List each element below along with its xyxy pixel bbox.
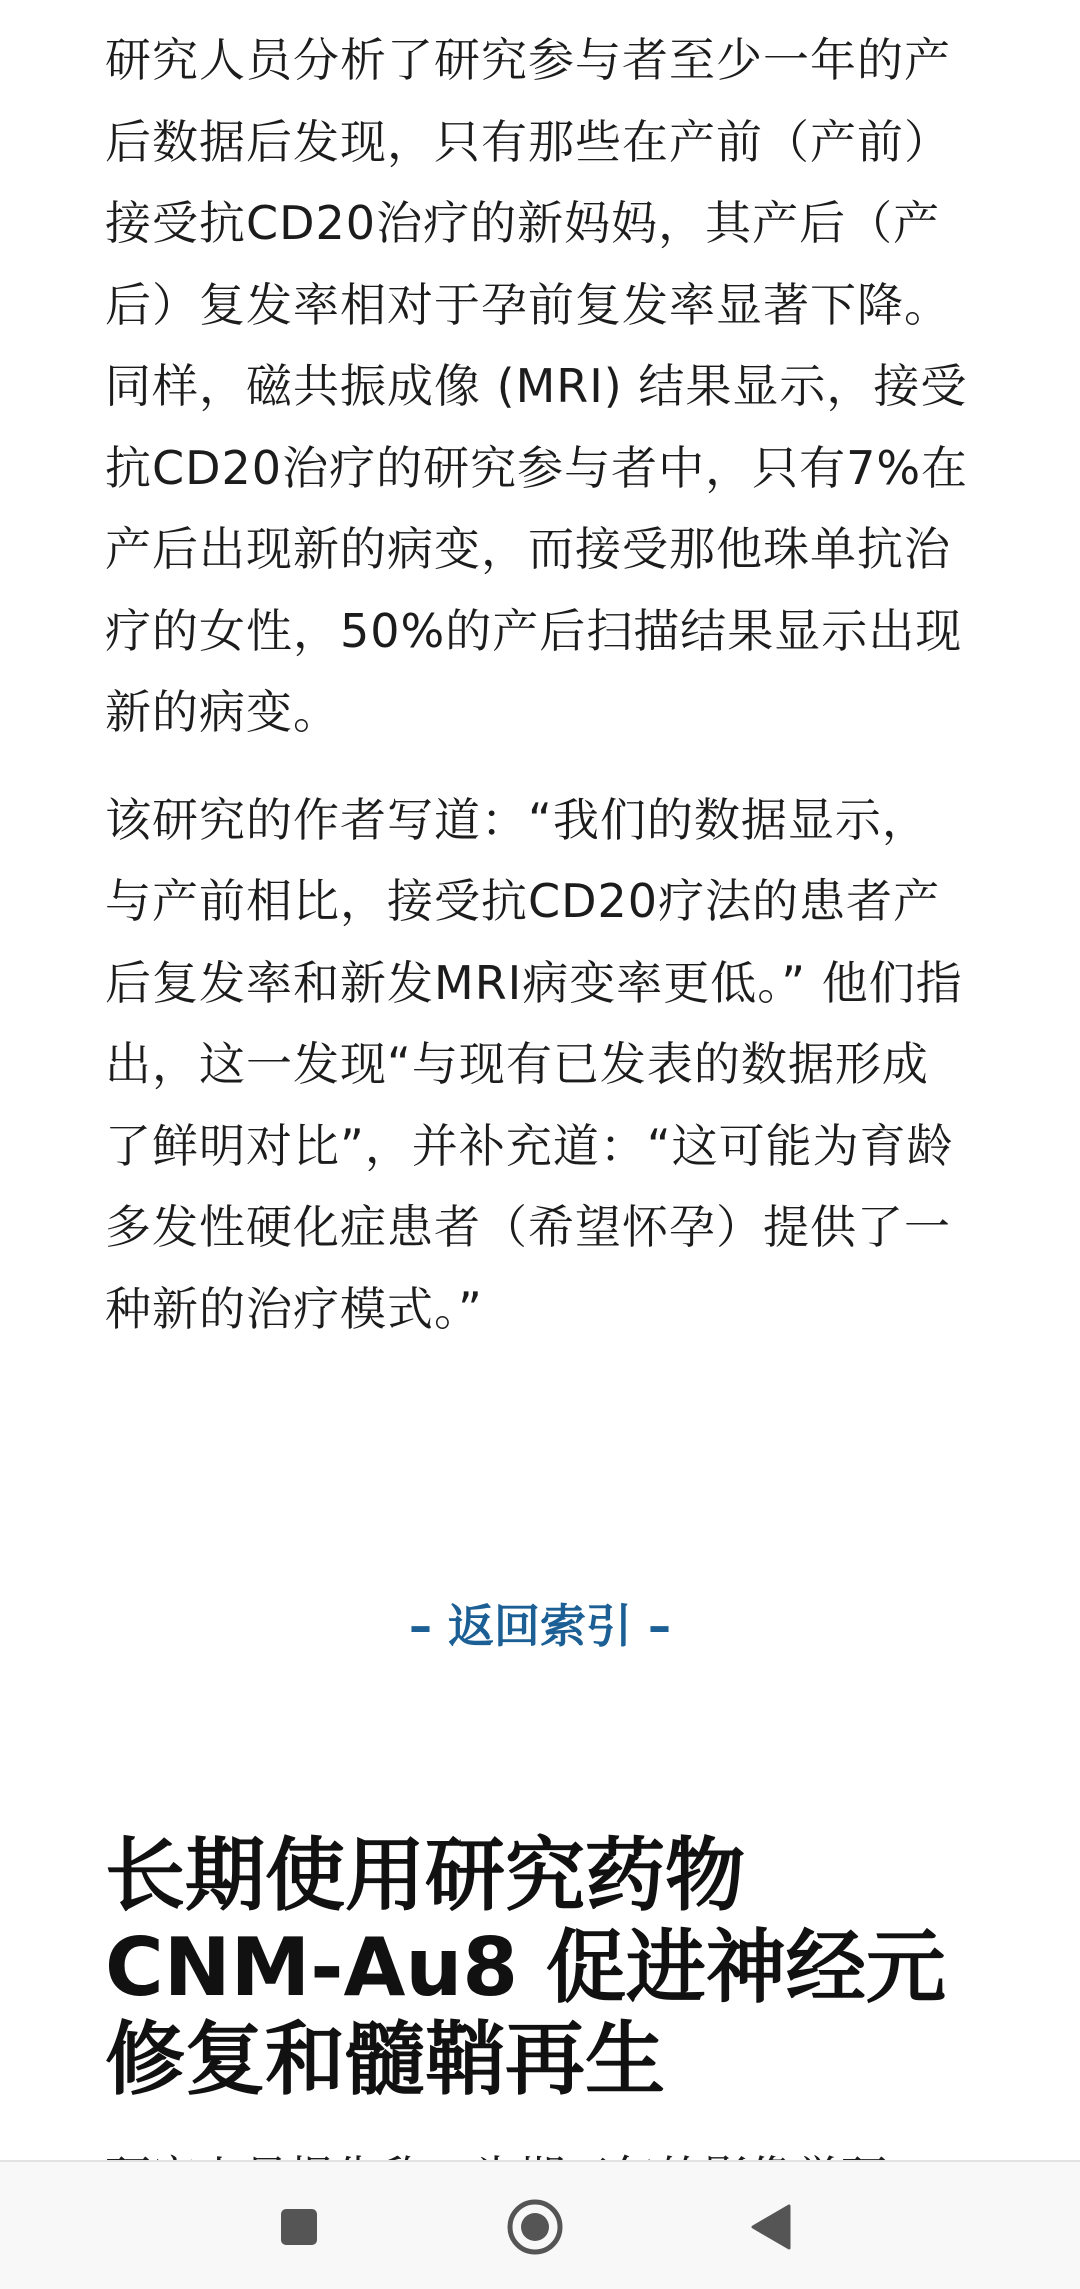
system-navigation-bar xyxy=(0,2160,1080,2289)
home-button[interactable] xyxy=(490,2182,580,2272)
recents-button[interactable] xyxy=(254,2182,344,2272)
section-heading: 长期使用研究药物 CNM-Au8 促进神经元修复和髓鞘再生 xyxy=(105,1829,946,2106)
circle-icon xyxy=(505,2197,565,2257)
article-body xyxy=(105,20,975,1350)
article-paragraph: 该研究的作者写道：“我们的数据显示，与产前相比，接受抗CD20疗法的患者产后复发率和新发MRI病变率更低。” 他们指出，这一发现“与现有已发表的数据形成了鲜明对比”，并补充道：“这可能为育龄多发性硬化症患者（希望怀孕）提供了一种新的治疗模式。” xyxy=(105,792,963,1336)
back-to-index-link[interactable]: – 返回索引 – xyxy=(408,1599,672,1653)
square-icon xyxy=(277,2205,321,2249)
back-button[interactable] xyxy=(726,2182,816,2272)
article-paragraph: 研究人员分析了研究参与者至少一年的产后数据后发现，只有那些在产前（产前）接受抗CD20治疗的新妈妈，其产后（产后）复发率相对于孕前复发率显著下降。同样，磁共振成像 (MRI) 结果显示，接受抗CD20治疗的研究参与者中，只有7%在产后出现新的病变，而接受那他珠单抗治疗的女性，50%的产后扫描结果显示出现新的病变。 xyxy=(105,33,969,739)
triangle-icon xyxy=(747,2202,795,2252)
